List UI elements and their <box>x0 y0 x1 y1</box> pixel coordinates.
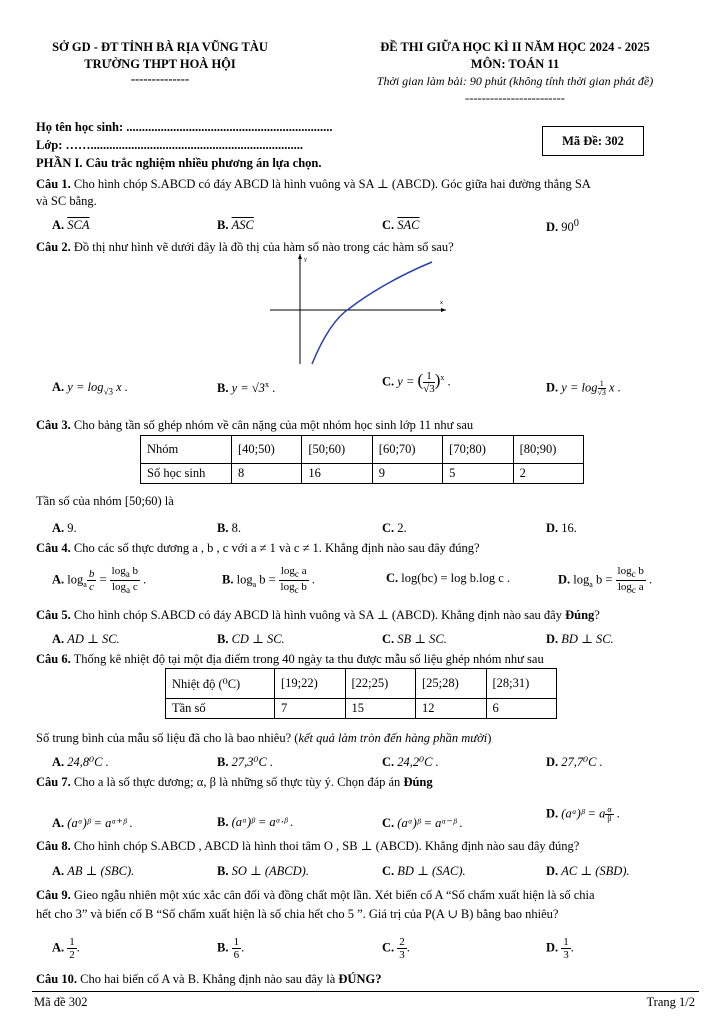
question-6-ask: Số trung bình của mẫu số liệu đã cho là bao nhiêu? (kết quả làm tròn đến hàng phần mười) <box>36 731 492 745</box>
exam-title: ĐỀ THI GIỮA HỌC KÌ II NĂM HỌC 2024 - 2025 <box>380 40 650 54</box>
question-9: Câu 9. Gieo ngẫu nhiên một xúc xắc cân đối và đồng chất một lần. Xét biến cố A “Số chấm xuất hiện là số chia <box>36 888 595 902</box>
q7-option-b[interactable]: B. (aᵅ)ᵝ = aᵅ·ᵝ . <box>217 815 294 829</box>
question-5: Câu 5. Cho hình chóp S.ABCD có đáy ABCD là hình vuông và SA ⊥ (ABCD). Khẳng định nào sau đây Đúng? <box>36 608 600 622</box>
class-line: Lớp: …….................................................................... <box>36 138 303 152</box>
question-3: Câu 3. Cho bảng tần số ghép nhóm về cân nặng của một nhóm học sinh lớp 11 như sau <box>36 418 474 432</box>
q2-option-a[interactable]: A. $y = \log_{√3} x$ . <box>52 380 128 397</box>
subject: MÔN: TOÁN 11 <box>470 57 560 71</box>
q6-option-d[interactable]: D. 27,7⁰C . <box>546 755 603 769</box>
q6-option-a[interactable]: A. 24,8⁰C . <box>52 755 109 769</box>
q6-option-b[interactable]: B. 27,3⁰C . <box>217 755 274 769</box>
q7-option-a[interactable]: A. (aᵅ)ᵝ = aᵅ⁺ᵝ . <box>52 816 133 830</box>
q4-option-d[interactable]: D. $\log_a b$ = $\frac{\log_c b}{\log_c a}$ . <box>558 565 653 596</box>
q2-option-c[interactable]: C. y = ( $\frac{1}{√3}$ )$^x$ . <box>382 370 451 395</box>
q3-option-a[interactable]: A. 9. <box>52 521 77 535</box>
q7-option-c[interactable]: C. (aᵅ)ᵝ = aᵅ⁻ᵝ . <box>382 816 463 830</box>
header-school: TRƯỜNG THPT HOÀ HỘI <box>84 57 236 71</box>
student-name-line: Họ tên học sinh: .................................................................. <box>36 120 333 134</box>
q3-option-d[interactable]: D. 16. <box>546 521 577 535</box>
footer-page: Trang 1/2 <box>646 995 695 1009</box>
q7-option-d[interactable]: D. (aᵅ)ᵝ = a $\frac{\alpha}{\beta}$ . <box>546 805 620 823</box>
question-8: Câu 8. Cho hình chóp S.ABCD , ABCD là hình thoi tâm O , SB ⊥ (ABCD). Khẳng định nào sau đây đúng? <box>36 839 580 853</box>
q9-option-c[interactable]: C. $\frac{2}{3}$ . <box>382 936 410 961</box>
part-title: PHẦN I. Câu trắc nghiệm nhiều phương án lựa chọn. <box>36 156 322 170</box>
q4-option-a[interactable]: A. $\log_a$ $\frac{b}{c}$ = $\frac{\log_a b}{\log_a c}$ . <box>52 565 147 596</box>
header-department: SỞ GD - ĐT TỈNH BÀ RỊA VŨNG TÀU <box>52 40 268 54</box>
question-10: Câu 10. Cho hai biến cố A và B. Khẳng định nào sau đây là ĐÚNG? <box>36 972 382 986</box>
q9-option-a[interactable]: A. $\frac{1}{2}$ . <box>52 936 80 961</box>
q1-option-b[interactable]: B. $\overline{ASC}$ <box>217 218 254 232</box>
q5-option-a[interactable]: A. AD ⊥ SC. <box>52 632 120 646</box>
q8-option-c[interactable]: C. BD ⊥ (SAC). <box>382 864 466 878</box>
q5-option-c[interactable]: C. SB ⊥ SC. <box>382 632 447 646</box>
log-graph <box>268 252 448 367</box>
q5-option-d[interactable]: D. BD ⊥ SC. <box>546 632 614 646</box>
footer-code: Mã đề 302 <box>34 995 88 1009</box>
footer-rule <box>32 991 699 992</box>
time-note: Thời gian làm bài: 90 phút (không tính thời gian phát đề) <box>376 74 654 88</box>
q3-option-c[interactable]: C. 2. <box>382 521 407 535</box>
svg-text:x: x <box>440 300 443 306</box>
q1-option-a[interactable]: A. $\overline{SCA}$ <box>52 218 90 232</box>
q9-option-d[interactable]: D. $\frac{1}{3}$ . <box>546 936 574 961</box>
q9-option-b[interactable]: B. $\frac{1}{6}$ . <box>217 936 245 961</box>
q6-option-c[interactable]: C. 24,2⁰C . <box>382 755 439 769</box>
q2-option-b[interactable]: B. $y = √3^x$ . <box>217 380 276 396</box>
q1-option-d[interactable]: D. $90^0$ <box>546 218 579 235</box>
exam-code-box: Mã Đề: 302 <box>542 126 644 156</box>
weight-table: Nhóm [40;50) [50;60) [60;70) [70;80) [80;90) Số học sinh 8 16 9 5 2 <box>140 435 584 484</box>
question-2: Câu 2. Đồ thị như hình vẽ dưới đây là đồ thị của hàm số nào trong các hàm số sau? <box>36 240 454 254</box>
q3-option-b[interactable]: B. 8. <box>217 521 241 535</box>
question-1: Câu 1. Cho hình chóp S.ABCD có đáy ABCD là hình vuông và SA ⊥ (ABCD). Góc giữa hai đường thẳng SA <box>36 177 591 191</box>
question-1-cont: và SC bằng. <box>36 194 97 208</box>
q8-option-d[interactable]: D. AC ⊥ (SBD). <box>546 864 630 878</box>
question-4: Câu 4. Cho các số thực dương a , b , c với a ≠ 1 và c ≠ 1. Khẳng định nào sau đây đúng? <box>36 541 480 555</box>
q8-option-b[interactable]: B. SO ⊥ (ABCD). <box>217 864 309 878</box>
header-divider-left: -------------- <box>130 72 190 86</box>
svg-text:y: y <box>304 257 307 263</box>
q4-option-b[interactable]: B. $\log_a b$ = $\frac{\log_c a}{\log_c b}$ . <box>222 565 315 596</box>
q8-option-a[interactable]: A. AB ⊥ (SBC). <box>52 864 135 878</box>
question-6: Câu 6. Thống kê nhiệt độ tại một địa điểm trong 40 ngày ta thu được mẫu số liệu ghép nhóm như sau <box>36 652 544 666</box>
question-7: Câu 7. Cho a là số thực dương; α, β là những số thực tùy ý. Chọn đáp án Đúng <box>36 775 433 789</box>
temperature-table: Nhiệt độ (⁰C) [19;22) [22;25) [25;28) [28;31) Tần số 7 15 12 6 <box>165 668 557 719</box>
q2-option-d[interactable]: D. y = log $\frac{1}{√3}$ x . <box>546 379 621 397</box>
question-9-cont: hết cho 3” và biến cố B “Số chấm xuất hiện là số chia hết cho 5 ”. Giá trị của P(A ∪ B) bằng bao nhiêu? <box>36 907 559 921</box>
question-3-ask: Tần số của nhóm [50;60) là <box>36 494 174 508</box>
header-divider-right: ------------------------ <box>465 91 565 105</box>
q1-option-c[interactable]: C. $\overline{SAC}$ <box>382 218 420 232</box>
q4-option-c[interactable]: C. log(bc) = log b.log c . <box>386 571 511 585</box>
q5-option-b[interactable]: B. CD ⊥ SC. <box>217 632 285 646</box>
